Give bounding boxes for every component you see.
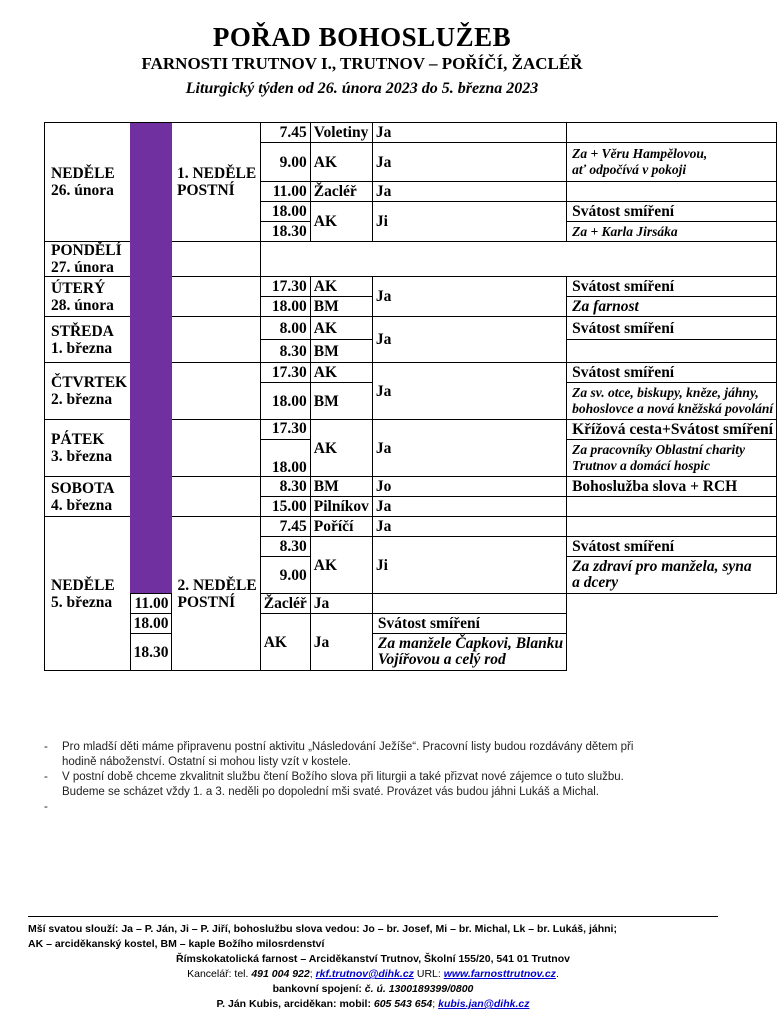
feast-cell xyxy=(172,477,260,517)
footer-divider xyxy=(28,916,718,917)
time-cell: 17.30 xyxy=(260,420,310,440)
footer xyxy=(28,922,718,1012)
celebrant-cell: Ja xyxy=(372,497,566,517)
time-cell: 9.00 xyxy=(260,143,310,182)
day-cell: ÚTERÝ 28. února xyxy=(45,277,131,317)
feast-cell xyxy=(172,242,260,277)
intention-cell xyxy=(567,123,777,143)
time-cell: 18.00 xyxy=(130,614,172,634)
email-link[interactable]: rkf.trutnov@dihk.cz xyxy=(315,968,414,980)
intention-cell: Za pracovníky Oblastní charity Trutnov a domácí hospic xyxy=(567,440,777,477)
time-cell: 7.45 xyxy=(260,123,310,143)
intention-cell: Za + Karla Jirsáka xyxy=(567,222,777,242)
time-cell: 15.00 xyxy=(260,497,310,517)
confession-note: Svátost smíření xyxy=(567,537,777,557)
table-row xyxy=(45,594,777,614)
time-cell: 8.30 xyxy=(260,340,310,363)
parish-subtitle: FARNOSTI TRUTNOV I., TRUTNOV – POŘÍČÍ, ŽACLÉŘ xyxy=(141,54,583,73)
contact-line: Kancelář: tel. 491 004 922; rkf.trutnov@dihk.cz URL: www.farnosttrutnov.cz. xyxy=(187,968,559,980)
intention-cell xyxy=(567,497,777,517)
place-cell: BM xyxy=(310,383,372,420)
place-cell: AK xyxy=(260,614,310,671)
feast-cell: 1. NEDĚLE POSTNÍ xyxy=(172,123,260,242)
place-cell: AK xyxy=(310,317,372,340)
table-row xyxy=(45,614,777,634)
time-cell: 8.30 xyxy=(260,477,310,497)
place-cell: AK xyxy=(310,537,372,594)
empty-service-cell xyxy=(260,242,776,277)
pastor-email-link[interactable]: kubis.jan@dihk.cz xyxy=(438,998,530,1010)
place-cell: AK xyxy=(310,202,372,242)
announcement-item: - V postní době chceme zkvalitnit službu čtení Božího slova při liturgii a také přizvat nové zájemce o tuto službu. Budeme se scházet vždy 1. a 3. neděli po dopolední mši svaté. Provázet vás budou jáhni Lukáš a Michal. xyxy=(44,771,624,798)
feast-cell xyxy=(172,317,260,363)
celebrant-cell: Ja xyxy=(372,517,566,537)
place-cell: BM xyxy=(310,477,372,497)
pastor-line: P. Ján Kubis, arciděkan: mobil: 605 543 654; kubis.jan@dihk.cz xyxy=(216,998,530,1010)
time-cell: 18.00 xyxy=(260,297,310,317)
intention-cell xyxy=(567,340,777,363)
intention-cell xyxy=(567,517,777,537)
intention-cell xyxy=(567,182,777,202)
time-cell: 11.00 xyxy=(260,182,310,202)
table-row xyxy=(45,634,777,671)
time-cell: 17.30 xyxy=(260,363,310,383)
day-cell: NEDĚLE 5. března xyxy=(45,517,131,671)
place-cell: AK xyxy=(310,143,372,182)
announcement-item: - xyxy=(44,801,48,813)
celebrant-cell: Ja xyxy=(372,277,566,317)
feast-cell xyxy=(172,277,260,317)
time-cell: 8.00 xyxy=(260,317,310,340)
place-cell: AK xyxy=(310,363,372,383)
celebrant-cell: Ja xyxy=(372,182,566,202)
website-link[interactable]: www.farnosttrutnov.cz xyxy=(443,968,556,980)
confession-note: Svátost smíření xyxy=(567,363,777,383)
day-cell: ČTVRTEK 2. března xyxy=(45,363,131,420)
intention-cell: Za + Věru Hampělovou, ať odpočívá v pokoji xyxy=(567,143,777,182)
place-cell: Pilníkov xyxy=(310,497,372,517)
day-cell: SOBOTA 4. března xyxy=(45,477,131,517)
time-cell: 9.00 xyxy=(260,557,310,594)
day-cell: PONDĚLÍ 27. února xyxy=(45,242,131,277)
page-title: POŘAD BOHOSLUŽEB xyxy=(212,22,512,52)
celebrant-cell: Jo xyxy=(372,477,566,497)
feast-cell xyxy=(172,420,260,477)
place-cell: BM xyxy=(310,297,372,317)
schedule-table xyxy=(44,122,777,671)
celebrant-cell: Ja xyxy=(310,594,372,614)
day-cell: NEDĚLE 26. února xyxy=(45,123,131,242)
confession-note: Křížová cesta+Svátost smíření xyxy=(567,420,777,440)
announcements xyxy=(44,740,684,815)
intention-cell: Bohoslužba slova + RCH xyxy=(567,477,777,497)
day-cell: STŘEDA 1. března xyxy=(45,317,131,363)
lent-color-bar xyxy=(130,123,172,594)
phone-number: 491 004 922 xyxy=(251,968,310,980)
celebrant-cell: Ja xyxy=(372,420,566,477)
time-cell: 18.00 xyxy=(260,440,310,477)
time-cell: 17.30 xyxy=(260,277,310,297)
place-cell: Žacléř xyxy=(260,594,310,614)
celebrant-cell: Ja xyxy=(372,317,566,363)
bank-line: bankovní spojení: č. ú. 1300189399/0800 xyxy=(272,983,474,995)
feast-cell: 2. NEDĚLE POSTNÍ xyxy=(172,517,260,671)
celebrant-cell: Ji xyxy=(372,537,566,594)
legend-line: Mší svatou slouží: Ja – P. Ján, Ji – P. Jiří, bohoslužbu slova vedou: Jo – br. Josef, Mi – br. Michal, Lk – br. Lukáš, jáhni; xyxy=(28,923,617,935)
time-cell: 18.30 xyxy=(130,634,172,671)
intention-cell: Za zdraví pro manžela, syna a dcery xyxy=(567,557,777,594)
time-cell: 18.00 xyxy=(260,202,310,222)
time-cell: 11.00 xyxy=(130,594,172,614)
day-cell: PÁTEK 3. března xyxy=(45,420,131,477)
liturgical-week: Liturgický týden od 26. února 2023 do 5. března 2023 xyxy=(185,80,539,97)
place-cell: Voletiny xyxy=(310,123,372,143)
confession-note: Svátost smíření xyxy=(567,277,777,297)
celebrant-cell: Ja xyxy=(372,123,566,143)
time-cell: 18.00 xyxy=(260,383,310,420)
place-cell: AK xyxy=(310,277,372,297)
celebrant-cell: Ja xyxy=(310,614,372,671)
confession-note: Svátost smíření xyxy=(372,614,566,634)
time-cell: 8.30 xyxy=(260,537,310,557)
parish-address: Římskokatolická farnost – Arciděkanství Trutnov, Školní 155/20, 541 01 Trutnov xyxy=(176,953,570,965)
place-cell: Poříčí xyxy=(310,517,372,537)
legend-line: AK – arciděkanský kostel, BM – kaple Božího milosrdenství xyxy=(28,938,325,950)
intention-cell: Za manžele Čapkovi, Blanku Vojířovou a celý rod xyxy=(372,634,566,671)
place-cell: Žacléř xyxy=(310,182,372,202)
celebrant-cell: Ja xyxy=(372,363,566,420)
intention-cell xyxy=(372,594,566,614)
intention-cell: Za sv. otce, biskupy, kněze, jáhny, bohoslovce a nová kněžská povolání xyxy=(567,383,777,420)
confession-note: Svátost smíření xyxy=(567,317,777,340)
time-cell: 18.30 xyxy=(260,222,310,242)
table-row xyxy=(45,123,777,143)
place-cell: AK xyxy=(310,420,372,477)
celebrant-cell: Ji xyxy=(372,202,566,242)
celebrant-cell: Ja xyxy=(372,143,566,182)
confession-note: Svátost smíření xyxy=(567,202,777,222)
intention-cell: Za farnost xyxy=(567,297,777,317)
announcement-item: - Pro mladší děti máme připravenu postní aktivitu „Následování Ježíše“. Pracovní listy budou rozdávány dětem při hodině náboženství. Ostatní si mohou listy vzít v kostele. xyxy=(44,741,634,768)
time-cell: 7.45 xyxy=(260,517,310,537)
feast-cell xyxy=(172,363,260,420)
place-cell: BM xyxy=(310,340,372,363)
